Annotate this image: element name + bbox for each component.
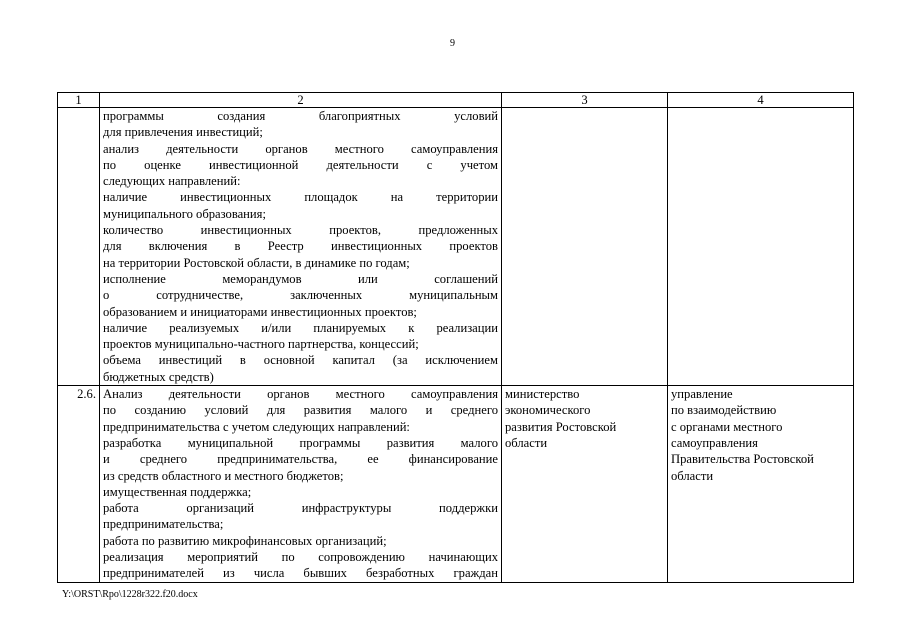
text-line: объема инвестиций в основной капитал (за исключением	[103, 353, 498, 368]
measure-description	[100, 386, 502, 583]
text-line: работа организаций инфраструктуры поддержки	[103, 501, 498, 516]
header-col-4: 4	[668, 93, 854, 108]
text-line: развития Ростовской	[505, 419, 617, 434]
text-line: предпринимательства с учетом следующих направлений:	[103, 419, 410, 434]
text-line: области	[505, 435, 548, 450]
file-path-footer: Y:\ORST\Rpo\1228r322.f20.docx	[62, 589, 198, 600]
text-line: на территории Ростовской области, в динамике по годам;	[103, 255, 410, 270]
text-line: бюджетных средств)	[103, 369, 214, 384]
measures-table	[57, 92, 854, 583]
text-line: образованием и инициаторами инвестиционных проектов;	[103, 304, 417, 319]
text-line: муниципального образования;	[103, 206, 266, 221]
text-line: анализ деятельности органов местного самоуправления	[103, 141, 498, 156]
text-line: области	[671, 468, 714, 483]
text-line: реализация мероприятий по сопровождению начинающих	[103, 550, 498, 565]
row-number	[58, 108, 100, 386]
text-line: министерство	[505, 387, 580, 402]
responsible-executor	[502, 386, 668, 583]
text-line: следующих направлений:	[103, 174, 241, 189]
text-line: для включения в Реестр инвестиционных проектов	[103, 239, 498, 254]
text-line: предпринимательства;	[103, 517, 224, 532]
text-line: по созданию условий для развития малого и среднего	[103, 403, 498, 418]
text-line: наличие инвестиционных площадок на территории	[103, 190, 498, 205]
header-col-1: 1	[58, 93, 100, 108]
text-line: разработка муниципальной программы развития малого	[103, 435, 498, 450]
co-executor	[668, 108, 854, 386]
text-line: по оценке инвестиционной деятельности с учетом	[103, 157, 498, 172]
text-line: программы создания благоприятных условий	[103, 109, 498, 123]
text-line: Правительства Ростовской	[671, 452, 814, 467]
page-number: 9	[450, 38, 455, 49]
text-line: экономического	[505, 403, 591, 418]
text-line: с органами местного	[671, 419, 783, 434]
text-line: проектов муниципально-частного партнерства, концессий;	[103, 337, 419, 352]
text-line: о сотрудничестве, заключенных муниципальным	[103, 288, 498, 303]
co-executor	[668, 386, 854, 583]
text-line: управление	[671, 387, 733, 402]
table-row	[58, 386, 854, 583]
table-header-row	[58, 93, 854, 108]
text-line: работа по развитию микрофинансовых организаций;	[103, 533, 387, 548]
text-line: количество инвестиционных проектов, предложенных	[103, 223, 498, 238]
text-line: исполнение меморандумов или соглашений	[103, 271, 498, 286]
text-line: Анализ деятельности органов местного самоуправления	[103, 387, 498, 402]
text-line: для привлечения инвестиций;	[103, 125, 263, 140]
responsible-executor	[502, 108, 668, 386]
text-line: по взаимодействию	[671, 403, 777, 418]
header-col-3: 3	[502, 93, 668, 108]
header-col-2: 2	[100, 93, 502, 108]
text-line: и среднего предпринимательства, ее финансирование	[103, 452, 498, 467]
measure-description	[100, 108, 502, 386]
text-line: самоуправления	[671, 435, 758, 450]
text-line: из средств областного и местного бюджетов;	[103, 468, 344, 483]
text-line: предпринимателей из числа бывших безработных граждан	[103, 566, 498, 581]
text-line: наличие реализуемых и/или планируемых к реализации	[103, 320, 498, 335]
table-row	[58, 108, 854, 386]
text-line: имущественная поддержка;	[103, 484, 252, 499]
row-number: 2.6.	[58, 386, 100, 583]
